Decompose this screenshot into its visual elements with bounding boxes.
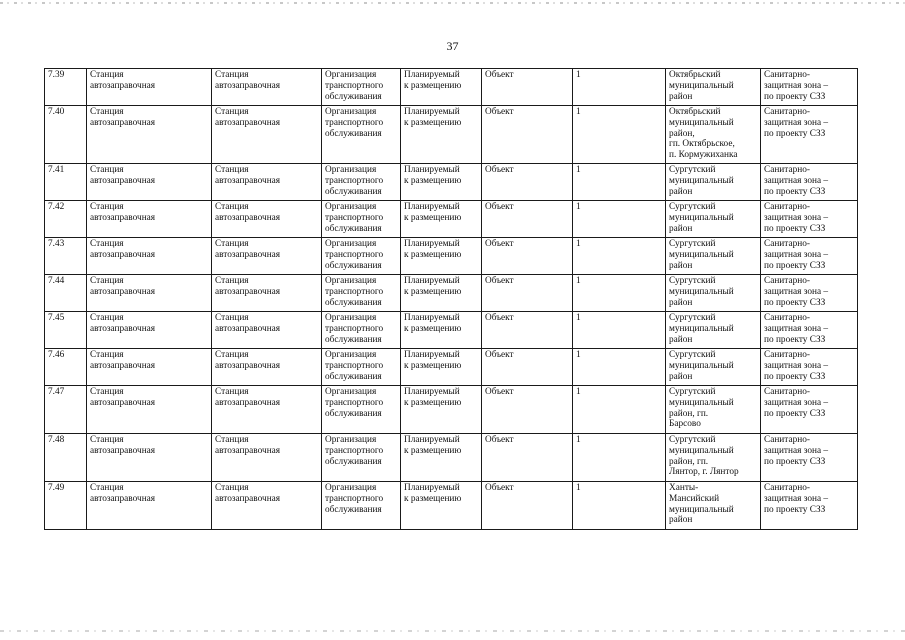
object-name-text: Станция автозаправочная (90, 107, 156, 128)
location-text: Сургутский муниципальный район (669, 276, 734, 308)
object-type-text: Объект (485, 165, 514, 175)
object-name-cell (87, 69, 212, 106)
category-cell (322, 349, 401, 386)
object-purpose-cell (212, 434, 322, 482)
status-cell (401, 69, 482, 106)
object-purpose-text: Станция автозаправочная (215, 276, 281, 297)
object-type-text: Объект (485, 107, 514, 117)
row-number-text: 7.46 (48, 350, 65, 360)
status-text: Планируемый к размещению (404, 483, 462, 504)
zone-cell (761, 106, 858, 164)
quantity-text: 1 (576, 239, 581, 249)
location-text: Сургутский муниципальный район, гп. Барсово (669, 387, 734, 430)
status-cell (401, 238, 482, 275)
table-row (45, 238, 858, 275)
object-type-cell (482, 434, 573, 482)
zone-text: Санитарно- защитная зона – по проекту СЗЗ (764, 387, 829, 419)
object-type-text: Объект (485, 350, 514, 360)
category-text: Организация транспортного обслуживания (325, 350, 384, 382)
status-cell (401, 164, 482, 201)
zone-cell (761, 201, 858, 238)
objects-table (44, 68, 858, 530)
object-type-cell (482, 482, 573, 530)
object-name-text: Станция автозаправочная (90, 483, 156, 504)
object-name-text: Станция автозаправочная (90, 202, 156, 223)
quantity-text: 1 (576, 165, 581, 175)
quantity-text: 1 (576, 70, 581, 80)
object-name-text: Станция автозаправочная (90, 387, 156, 408)
object-purpose-cell (212, 275, 322, 312)
status-cell (401, 386, 482, 434)
row-number-text: 7.44 (48, 276, 65, 286)
row-number-cell (45, 69, 87, 106)
category-text: Организация транспортного обслуживания (325, 435, 384, 467)
quantity-text: 1 (576, 313, 581, 323)
object-type-text: Объект (485, 70, 514, 80)
object-name-cell (87, 106, 212, 164)
zone-cell (761, 482, 858, 530)
quantity-cell (573, 275, 666, 312)
quantity-text: 1 (576, 483, 581, 493)
location-cell (666, 434, 761, 482)
location-text: Октябрьский муниципальный район (669, 70, 734, 102)
zone-text: Санитарно- защитная зона – по проекту СЗЗ (764, 350, 829, 382)
object-purpose-text: Станция автозаправочная (215, 313, 281, 334)
location-cell (666, 275, 761, 312)
row-number-cell (45, 482, 87, 530)
quantity-text: 1 (576, 435, 581, 445)
status-cell (401, 275, 482, 312)
object-purpose-text: Станция автозаправочная (215, 202, 281, 223)
object-purpose-text: Станция автозаправочная (215, 70, 281, 91)
object-type-text: Объект (485, 483, 514, 493)
page-number: 37 (446, 39, 459, 53)
row-number-text: 7.41 (48, 165, 65, 175)
object-name-cell (87, 349, 212, 386)
object-purpose-text: Станция автозаправочная (215, 107, 281, 128)
status-text: Планируемый к размещению (404, 313, 462, 334)
table-row (45, 312, 858, 349)
object-type-cell (482, 201, 573, 238)
object-type-cell (482, 386, 573, 434)
table-row (45, 164, 858, 201)
object-purpose-text: Станция автозаправочная (215, 165, 281, 186)
object-purpose-text: Станция автозаправочная (215, 435, 281, 456)
table-row (45, 201, 858, 238)
object-name-cell (87, 386, 212, 434)
category-cell (322, 106, 401, 164)
object-type-text: Объект (485, 239, 514, 249)
location-text: Сургутский муниципальный район (669, 239, 734, 271)
category-text: Организация транспортного обслуживания (325, 202, 384, 234)
zone-cell (761, 349, 858, 386)
object-type-cell (482, 164, 573, 201)
category-cell (322, 164, 401, 201)
location-text: Сургутский муниципальный район (669, 202, 734, 234)
status-text: Планируемый к размещению (404, 276, 462, 297)
object-name-cell (87, 201, 212, 238)
location-cell (666, 482, 761, 530)
row-number-cell (45, 434, 87, 482)
category-cell (322, 201, 401, 238)
location-cell (666, 312, 761, 349)
object-purpose-cell (212, 238, 322, 275)
object-type-text: Объект (485, 387, 514, 397)
object-type-text: Объект (485, 313, 514, 323)
quantity-cell (573, 69, 666, 106)
quantity-cell (573, 386, 666, 434)
quantity-cell (573, 434, 666, 482)
object-purpose-cell (212, 349, 322, 386)
object-purpose-cell (212, 201, 322, 238)
quantity-cell (573, 482, 666, 530)
quantity-cell (573, 349, 666, 386)
location-cell (666, 164, 761, 201)
object-name-cell (87, 275, 212, 312)
category-text: Организация транспортного обслуживания (325, 387, 384, 419)
location-text: Сургутский муниципальный район (669, 350, 734, 382)
category-text: Организация транспортного обслуживания (325, 165, 384, 197)
category-cell (322, 69, 401, 106)
row-number-cell (45, 201, 87, 238)
status-text: Планируемый к размещению (404, 165, 462, 186)
object-purpose-cell (212, 482, 322, 530)
object-purpose-text: Станция автозаправочная (215, 350, 281, 371)
category-text: Организация транспортного обслуживания (325, 276, 384, 308)
category-text: Организация транспортного обслуживания (325, 483, 384, 515)
table-row (45, 275, 858, 312)
object-type-text: Объект (485, 435, 514, 445)
table-row (45, 106, 858, 164)
object-name-text: Станция автозаправочная (90, 350, 156, 371)
status-cell (401, 482, 482, 530)
location-text: Сургутский муниципальный район (669, 165, 734, 197)
location-cell (666, 386, 761, 434)
table-row (45, 69, 858, 106)
zone-cell (761, 164, 858, 201)
location-cell (666, 106, 761, 164)
object-name-text: Станция автозаправочная (90, 165, 156, 186)
row-number-text: 7.45 (48, 313, 65, 323)
object-type-cell (482, 312, 573, 349)
zone-cell (761, 386, 858, 434)
object-name-cell (87, 238, 212, 275)
row-number-cell (45, 349, 87, 386)
quantity-text: 1 (576, 202, 581, 212)
status-cell (401, 201, 482, 238)
object-name-text: Станция автозаправочная (90, 435, 156, 456)
row-number-text: 7.40 (48, 107, 65, 117)
category-text: Организация транспортного обслуживания (325, 70, 384, 102)
row-number-cell (45, 386, 87, 434)
row-number-cell (45, 106, 87, 164)
quantity-cell (573, 106, 666, 164)
category-cell (322, 482, 401, 530)
category-cell (322, 238, 401, 275)
status-cell (401, 106, 482, 164)
zone-text: Санитарно- защитная зона – по проекту СЗЗ (764, 107, 829, 139)
object-name-cell (87, 312, 212, 349)
quantity-cell (573, 164, 666, 201)
table-row (45, 434, 858, 482)
category-text: Организация транспортного обслуживания (325, 313, 384, 345)
quantity-text: 1 (576, 387, 581, 397)
status-cell (401, 312, 482, 349)
quantity-cell (573, 201, 666, 238)
quantity-text: 1 (576, 107, 581, 117)
object-purpose-text: Станция автозаправочная (215, 387, 281, 408)
row-number-text: 7.49 (48, 483, 65, 493)
object-purpose-cell (212, 69, 322, 106)
row-number-cell (45, 164, 87, 201)
status-text: Планируемый к размещению (404, 350, 462, 371)
object-name-text: Станция автозаправочная (90, 313, 156, 334)
zone-text: Санитарно- защитная зона – по проекту СЗЗ (764, 202, 829, 234)
location-cell (666, 201, 761, 238)
zone-text: Санитарно- защитная зона – по проекту СЗЗ (764, 239, 829, 271)
category-text: Организация транспортного обслуживания (325, 107, 384, 139)
quantity-cell (573, 238, 666, 275)
zone-cell (761, 238, 858, 275)
location-cell (666, 349, 761, 386)
status-text: Планируемый к размещению (404, 239, 462, 260)
location-text: Ханты- Мансийский муниципальный район (669, 483, 734, 526)
zone-text: Санитарно- защитная зона – по проекту СЗЗ (764, 483, 829, 515)
object-name-text: Станция автозаправочная (90, 239, 156, 260)
object-type-cell (482, 69, 573, 106)
location-cell (666, 69, 761, 106)
object-purpose-cell (212, 106, 322, 164)
quantity-text: 1 (576, 276, 581, 286)
object-purpose-cell (212, 386, 322, 434)
object-type-cell (482, 106, 573, 164)
location-cell (666, 238, 761, 275)
status-text: Планируемый к размещению (404, 107, 462, 128)
table-row (45, 386, 858, 434)
object-type-text: Объект (485, 276, 514, 286)
row-number-text: 7.39 (48, 70, 65, 80)
category-text: Организация транспортного обслуживания (325, 239, 384, 271)
status-text: Планируемый к размещению (404, 435, 462, 456)
zone-text: Санитарно- защитная зона – по проекту СЗЗ (764, 313, 829, 345)
zone-cell (761, 434, 858, 482)
object-purpose-cell (212, 312, 322, 349)
object-name-text: Станция автозаправочная (90, 276, 156, 297)
category-cell (322, 312, 401, 349)
zone-text: Санитарно- защитная зона – по проекту СЗЗ (764, 70, 829, 102)
zone-text: Санитарно- защитная зона – по проекту СЗЗ (764, 165, 829, 197)
quantity-text: 1 (576, 350, 581, 360)
object-name-text: Станция автозаправочная (90, 70, 156, 91)
table-body (45, 69, 858, 530)
quantity-cell (573, 312, 666, 349)
object-name-cell (87, 434, 212, 482)
location-text: Сургутский муниципальный район (669, 313, 734, 345)
category-cell (322, 275, 401, 312)
status-cell (401, 434, 482, 482)
object-purpose-text: Станция автозаправочная (215, 239, 281, 260)
object-name-cell (87, 164, 212, 201)
row-number-cell (45, 238, 87, 275)
row-number-text: 7.48 (48, 435, 65, 445)
row-number-text: 7.43 (48, 239, 65, 249)
scan-artifact-top (0, 2, 905, 4)
location-text: Октябрьский муниципальный район, гп. Октябрьское, п. Кормужиханка (669, 107, 738, 161)
row-number-cell (45, 312, 87, 349)
object-type-text: Объект (485, 202, 514, 212)
table-row (45, 349, 858, 386)
row-number-text: 7.47 (48, 387, 65, 397)
location-text: Сургутский муниципальный район, гп. Лянтор, г. Лянтор (669, 435, 739, 478)
object-purpose-cell (212, 164, 322, 201)
row-number-text: 7.42 (48, 202, 65, 212)
status-text: Планируемый к размещению (404, 202, 462, 223)
zone-text: Санитарно- защитная зона – по проекту СЗЗ (764, 435, 829, 467)
object-name-cell (87, 482, 212, 530)
object-purpose-text: Станция автозаправочная (215, 483, 281, 504)
status-text: Планируемый к размещению (404, 387, 462, 408)
object-type-cell (482, 349, 573, 386)
status-cell (401, 349, 482, 386)
row-number-cell (45, 275, 87, 312)
scan-artifact-bottom (0, 630, 905, 632)
zone-text: Санитарно- защитная зона – по проекту СЗЗ (764, 276, 829, 308)
table-row (45, 482, 858, 530)
status-text: Планируемый к размещению (404, 70, 462, 91)
category-cell (322, 386, 401, 434)
zone-cell (761, 312, 858, 349)
category-cell (322, 434, 401, 482)
object-type-cell (482, 275, 573, 312)
zone-cell (761, 69, 858, 106)
object-type-cell (482, 238, 573, 275)
zone-cell (761, 275, 858, 312)
